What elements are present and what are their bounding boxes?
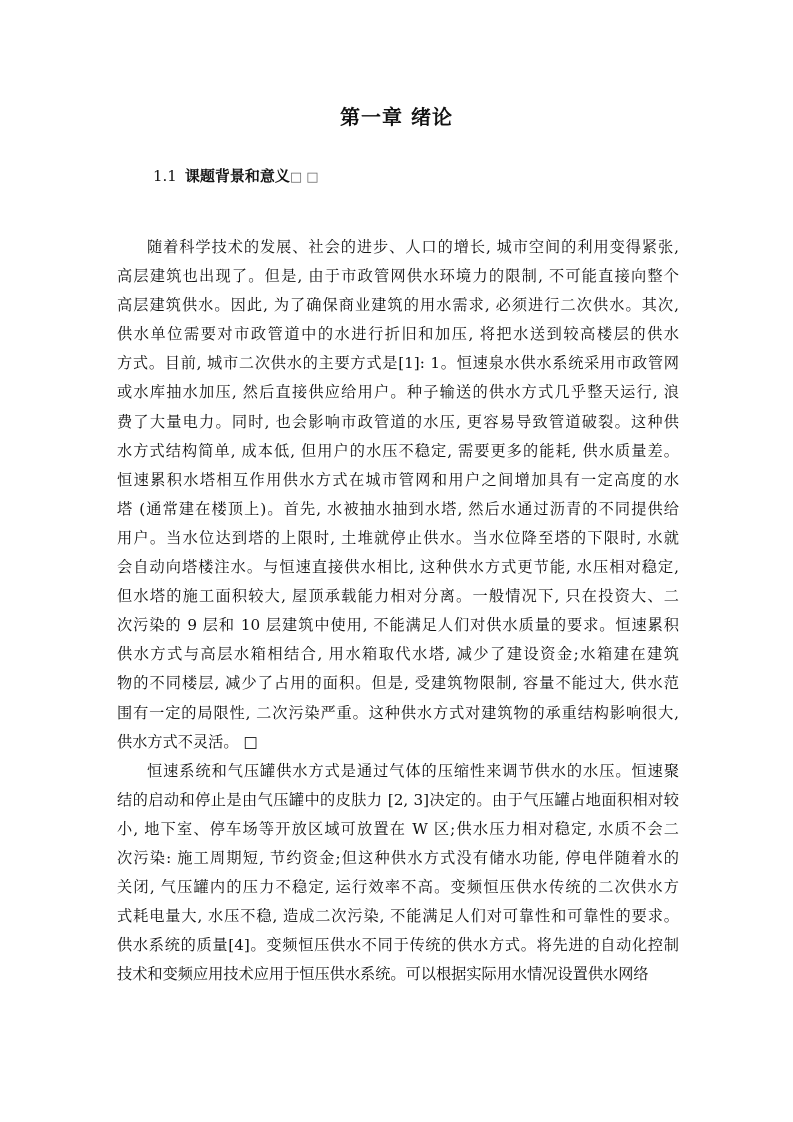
- text-line: 结的启动和停止是由气压罐中的皮肤力 [2, 3]决定的。由于气压罐占地面积相对较: [117, 790, 679, 809]
- paragraph-2: [117, 757, 679, 990]
- text-line: 用户。当水位达到塔的上限时, 土堆就停止供水。当水位降至塔的下限时, 水就: [117, 528, 679, 547]
- text-line: 次污染: 施工周期短, 节约资金;但这种供水方式没有储水功能, 停电伴随着水的: [117, 848, 679, 867]
- text-line: 方式。目前, 城市二次供水的主要方式是[1]: 1。恒速泉水供水系统采用市政管网: [117, 354, 679, 373]
- text-line: 高层建筑也出现了。但是, 由于市政管网供水环境力的限制, 不可能直接向整个: [117, 267, 679, 286]
- chapter-title: 第一章 绪论: [340, 105, 453, 129]
- text-line: 会自动向塔楼注水。与恒速直接供水相比, 这种供水方式更节能, 水压相对稳定,: [117, 558, 679, 577]
- section-heading: [153, 165, 319, 186]
- text-line: 物的不同楼层, 减少了占用的面积。但是, 受建筑物限制, 容量不能过大, 供水范: [117, 674, 679, 693]
- text-line: 供水单位需要对市政管道中的水进行折旧和加压, 将把水送到较高楼层的供水: [117, 325, 679, 344]
- paragraph-1: [117, 233, 679, 757]
- text-line: 高层建筑供水。因此, 为了确保商业建筑的用水需求, 必须进行二次供水。其次,: [117, 296, 679, 315]
- text-line: 或水库抽水加压, 然后直接供应给用户。种子输送的供水方式几乎整天运行, 浪: [117, 383, 679, 402]
- placeholder-glyphs: □ □: [289, 170, 319, 185]
- text-line: 但水塔的施工面积较大, 屋顶承载能力相对分离。一般情况下, 只在投资大、二: [117, 587, 679, 606]
- text-line: 关闭, 气压罐内的压力不稳定, 运行效率不高。变频恒压供水传统的二次供水方: [117, 878, 679, 897]
- text-line: 供水方式与高层水箱相结合, 用水箱取代水塔, 减少了建设资金;水箱建在建筑: [117, 645, 679, 664]
- text-line: 随着科学技术的发展、社会的进步、人口的增长, 城市空间的利用变得紧张,: [147, 238, 679, 256]
- body-text: [117, 233, 679, 989]
- text-line: 费了大量电力。同时, 也会影响市政管道的水压, 更容易导致管道破裂。这种供: [117, 412, 679, 431]
- text-line: 供水系统的质量[4]。变频恒压供水不同于传统的供水方式。将先进的自动化控制: [117, 936, 679, 955]
- text-line: 塔 (通常建在楼顶上)。首先, 水被抽水抽到水塔, 然后水通过沥青的不同提供给: [117, 499, 679, 518]
- text-line: 技术和变频应用技术应用于恒压供水系统。可以根据实际用水情况设置供水网络: [117, 965, 649, 984]
- text-line: 次污染的 9 层和 10 层建筑中使用, 不能满足人们对供水质量的要求。恒速累积: [117, 616, 679, 635]
- text-line: 小, 地下室、停车场等开放区域可放置在 W 区;供水压力相对稳定, 水质不会二: [117, 819, 679, 838]
- text-line: 供水方式不灵活。 □: [117, 732, 258, 751]
- section-number: 1.1: [153, 167, 177, 185]
- text-line: 水方式结构简单, 成本低, 但用户的水压不稳定, 需要更多的能耗, 供水质量差。: [117, 441, 679, 460]
- text-line: 围有一定的局限性, 二次污染严重。这种供水方式对建筑物的承重结构影响很大,: [117, 703, 679, 722]
- text-line: 恒速累积水塔相互作用供水方式在城市管网和用户之间增加具有一定高度的水: [117, 470, 679, 489]
- section-heading-text: 课题背景和意义: [184, 167, 290, 185]
- text-line: 恒速系统和气压罐供水方式是通过气体的压缩性来调节供水的水压。恒速聚: [147, 761, 679, 780]
- text-line: 式耗电量大, 水压不稳, 造成二次污染, 不能满足人们对可靠性和可靠性的要求。: [117, 907, 679, 926]
